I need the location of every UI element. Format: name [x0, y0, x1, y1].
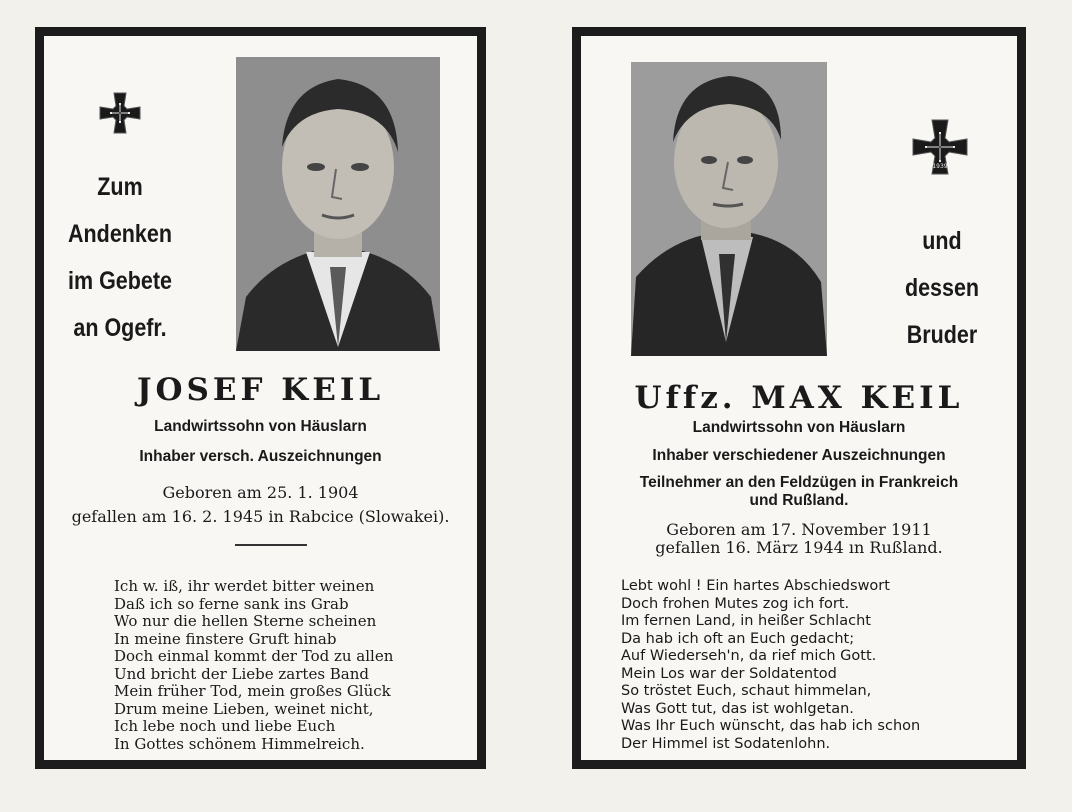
death-date: gefallen am 16. 2. 1945 in Rabcice (Slowakei). — [71, 507, 450, 526]
occupation-line: Landwirtssohn von Häuslarn — [692, 419, 906, 436]
portrait-photo — [236, 57, 440, 351]
awards-line: Inhaber versch. Auszeichnungen — [139, 448, 382, 465]
dedication-text: Zum Andenken im Gebete an Ogefr. — [68, 173, 172, 342]
dedication-text: und dessen Bruder — [904, 227, 980, 349]
memorial-poem: Lebt wohl ! Ein hartes Abschiedswort Doch frohen Mutes zog ich fort. Im fernen Land, in heißer Schlacht Da hab ich oft an Euch gedacht; Auf Wiederseh'n, da rief mich Gott. Mein Los war der Soldatentod So tröstet Euch, schaut himmelan, Was Gott tut, das ist wohlgetan. Was Ihr Euch wünscht, das hab ich schon Der Himmel ist Sodatenlohn. — [621, 578, 921, 752]
deceased-name: Uffz. MAX KEIL — [634, 380, 964, 416]
occupation-line: Landwirtssohn von Häuslarn — [154, 418, 367, 435]
awards-line: Inhaber verschiedener Auszeichnungen — [652, 447, 946, 464]
campaigns-line-2: und Rußland. — [749, 492, 849, 509]
birth-date: Geboren am 17. November 1911 — [666, 520, 932, 539]
birth-date: Geboren am 25. 1. 1904 — [162, 483, 359, 502]
memorial-card-right — [572, 27, 1026, 769]
memorial-poem: Ich w. iß, ihr werdet bitter weinen Daß ich so ferne sank ins Grab Wo nur die hellen Sterne scheinen In meine finstere Gruft hinab Doch einmal kommt der Tod zu allen Und bricht der Liebe zartes Band Mein früher Tod, mein großes Glück Drum meine Lieben, weinet nicht, Ich lebe noch und liebe Euch In Gottes schönem Himmelreich. — [114, 577, 394, 753]
iron-cross-icon — [98, 91, 142, 135]
death-date: gefallen 16. März 1944 ın Rußland. — [655, 538, 943, 557]
memorial-card-left — [35, 27, 486, 769]
iron-cross-icon — [911, 118, 969, 176]
campaigns-line: Teilnehmer an den Feldzügen in Frankreich — [639, 474, 959, 491]
cross-year: 1939 — [932, 163, 948, 170]
portrait-photo — [631, 62, 827, 356]
deceased-name: JOSEF KEIL — [136, 372, 385, 408]
divider — [235, 544, 307, 546]
